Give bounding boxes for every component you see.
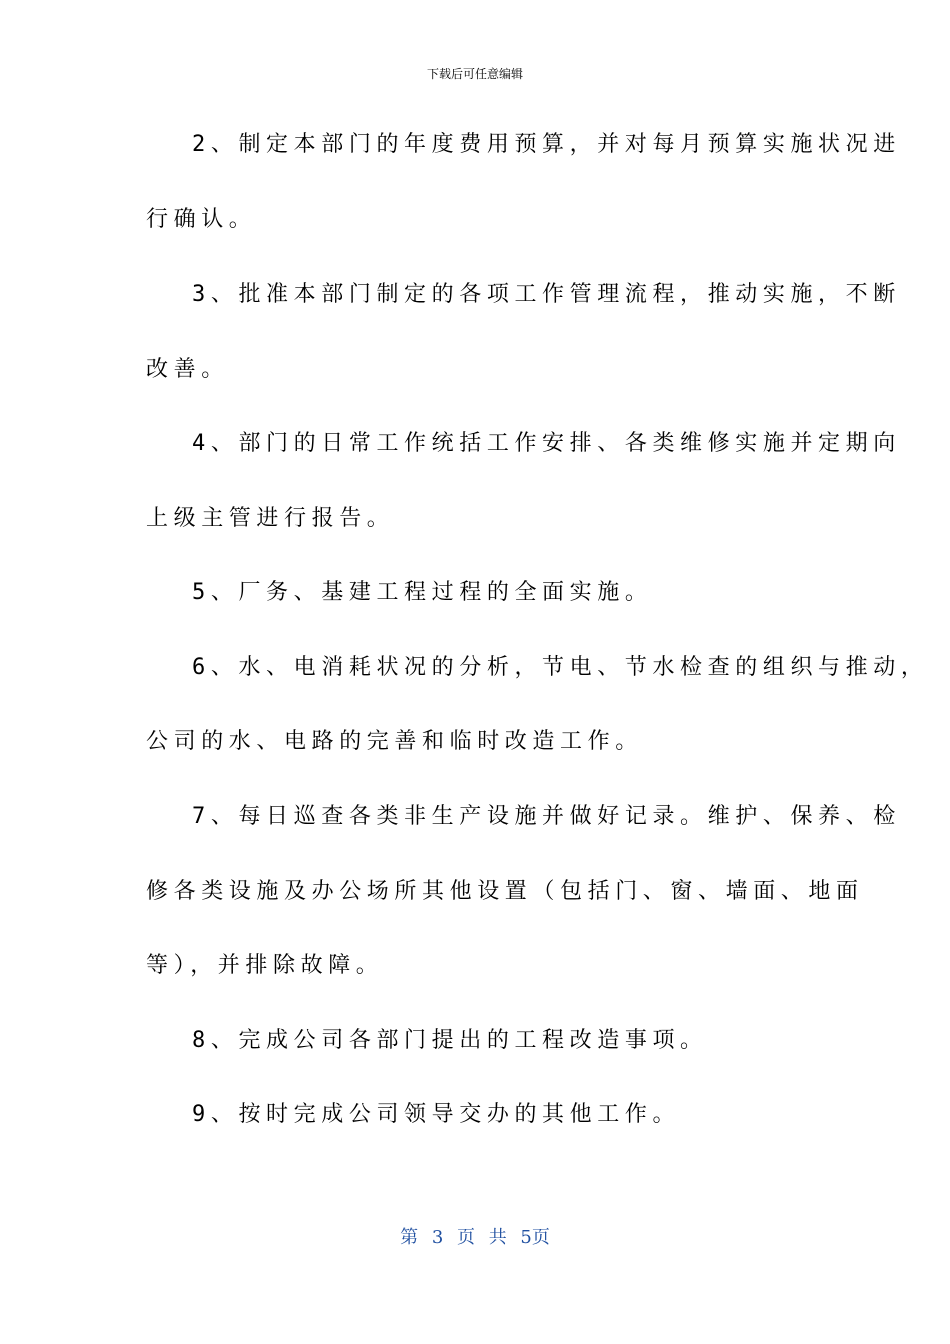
paragraph-line: 修各类设施及办公场所其他设置（包括门、窗、墙面、地面 [146, 879, 864, 904]
paragraph-line: 上级主管进行报告。 [146, 506, 395, 531]
paragraph-line: 4、部门的日常工作统括工作安排、各类维修实施并定期向 [192, 431, 901, 456]
paragraph-line: 9、按时完成公司领导交办的其他工作。 [192, 1102, 681, 1127]
paragraph-line: 改善。 [146, 357, 229, 382]
paragraph-line: 7、每日巡查各类非生产设施并做好记录。维护、保养、检 [192, 804, 901, 829]
paragraph-line: 8、完成公司各部门提出的工程改造事项。 [192, 1028, 708, 1053]
paragraph-line: 5、厂务、基建工程过程的全面实施。 [192, 580, 653, 605]
page-header-note: 下载后可任意编辑 [426, 67, 523, 81]
paragraph-line: 公司的水、电路的完善和临时改造工作。 [146, 729, 643, 754]
paragraph-line: 行确认。 [146, 207, 257, 232]
paragraph-line: 6、水、电消耗状况的分析，节电、节水检查的组织与推动， [192, 655, 929, 680]
paragraph-line: 等），并排除故障。 [146, 953, 384, 978]
paragraph-line: 2、制定本部门的年度费用预算，并对每月预算实施状况进 [192, 132, 901, 157]
paragraph-line: 3、批准本部门制定的各项工作管理流程，推动实施，不断 [192, 282, 901, 307]
page-number-footer: 第 3 页 共 5页 [400, 1227, 550, 1248]
